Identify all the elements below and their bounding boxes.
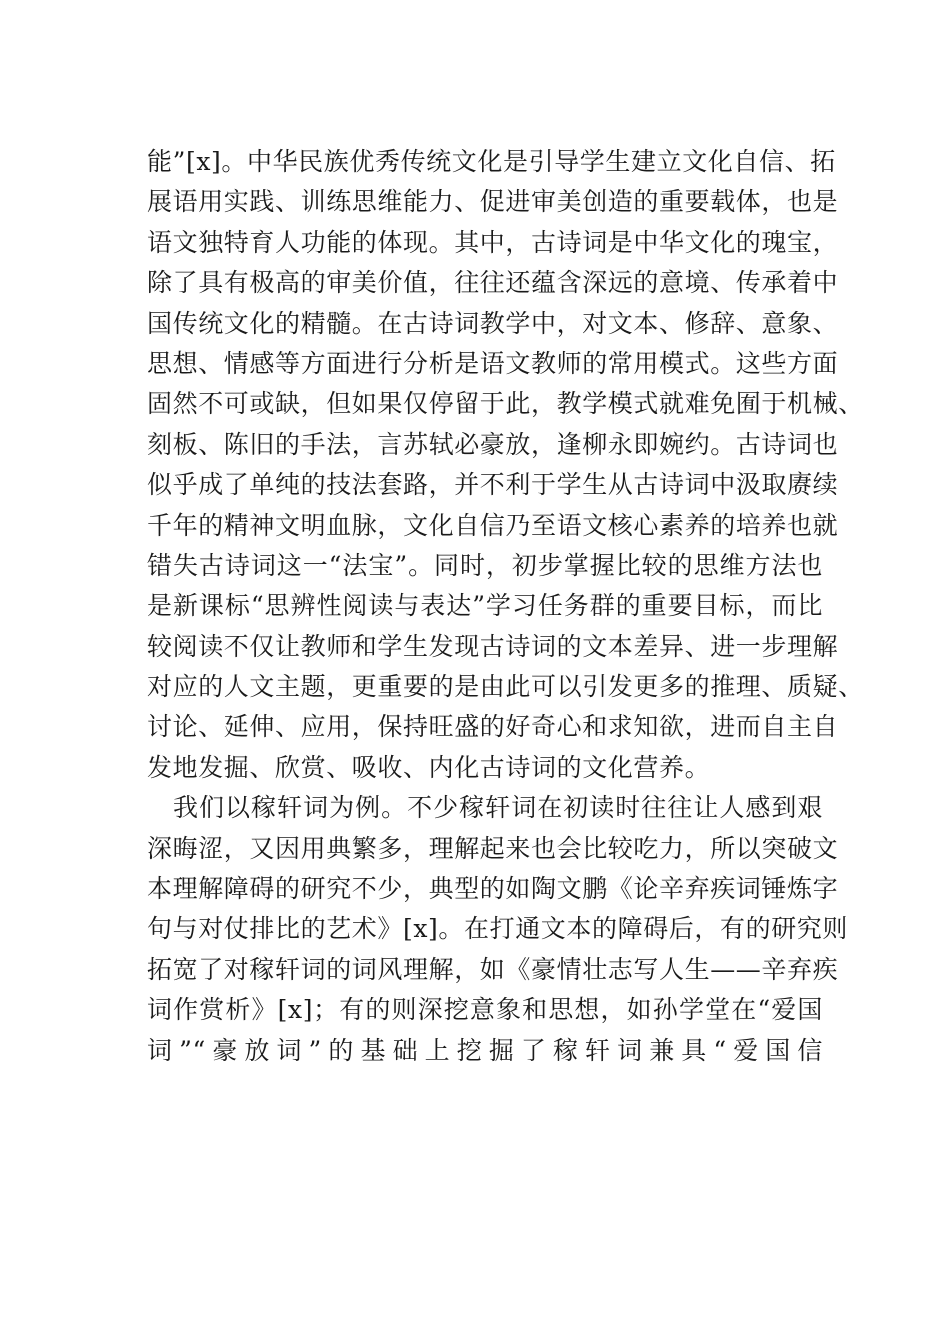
text-line: 对应的人文主题，更重要的是由此可以引发更多的推理、质疑、 — [147, 672, 864, 702]
text-line: 千年的精神文明血脉，文化自信乃至语文核心素养的培养也就 — [147, 510, 839, 540]
text-line: 似乎成了单纯的技法套路，并不利于学生从古诗词中汲取赓续 — [147, 470, 839, 500]
text-line: 深晦涩，又因用典繁多，理解起来也会比较吃力，所以突破文 — [147, 833, 839, 863]
text-line: 发地发掘、欣赏、吸收、内化古诗词的文化营养。 — [147, 752, 711, 782]
text-line: 思想、情感等方面进行分析是语文教师的常用模式。这些方面 — [147, 348, 839, 378]
text-line: 除了具有极高的审美价值，往往还蕴含深远的意境、传承着中 — [147, 268, 839, 298]
text-line: 词作赏析》[x]；有的则深挖意象和思想，如孙学堂在“爱国 — [147, 995, 823, 1025]
text-line: 我们以稼轩词为例。不少稼轩词在初读时往往让人感到艰 — [173, 793, 823, 823]
text-line: 讨论、延伸、应用，保持旺盛的好奇心和求知欲，进而自主自 — [147, 712, 839, 742]
text-line: 能”[x]。中华民族优秀传统文化是引导学生建立文化自信、拓 — [147, 147, 836, 176]
text-line: 是新课标“思辨性阅读与表达”学习任务群的重要目标，而比 — [147, 591, 823, 621]
text-line: 固然不可或缺，但如果仅停留于此，教学模式就难免囿于机械、 — [147, 389, 864, 419]
text-line: 语文独特育人功能的体现。其中，古诗词是中华文化的瑰宝， — [147, 227, 839, 257]
body-text — [147, 142, 864, 1071]
text-line: 较阅读不仅让教师和学生发现古诗词的文本差异、进一步理解 — [147, 631, 839, 661]
text-line: 错失古诗词这一“法宝”。同时，初步掌握比较的思维方法也 — [147, 550, 823, 580]
text-line: 拓宽了对稼轩词的词风理解，如《豪情壮志写人生——辛弃疾 — [147, 954, 839, 984]
text-line: 句与对仗排比的艺术》[x]。在打通文本的障碍后，有的研究则 — [147, 914, 849, 944]
text-line: 展语用实践、训练思维能力、促进审美创造的重要载体，也是 — [147, 187, 839, 217]
text-line: 国传统文化的精髓。在古诗词教学中，对文本、修辞、意象、 — [147, 308, 839, 338]
text-line: 词”“豪放词”的基础上挖掘了稼轩词兼具“爱国信 — [147, 1035, 823, 1065]
text-line: 刻板、陈旧的手法，言苏轼必豪放，逢柳永即婉约。古诗词也 — [147, 429, 839, 459]
text-line: 本理解障碍的研究不少，典型的如陶文鹏《论辛弃疾词锤炼字 — [147, 874, 839, 904]
